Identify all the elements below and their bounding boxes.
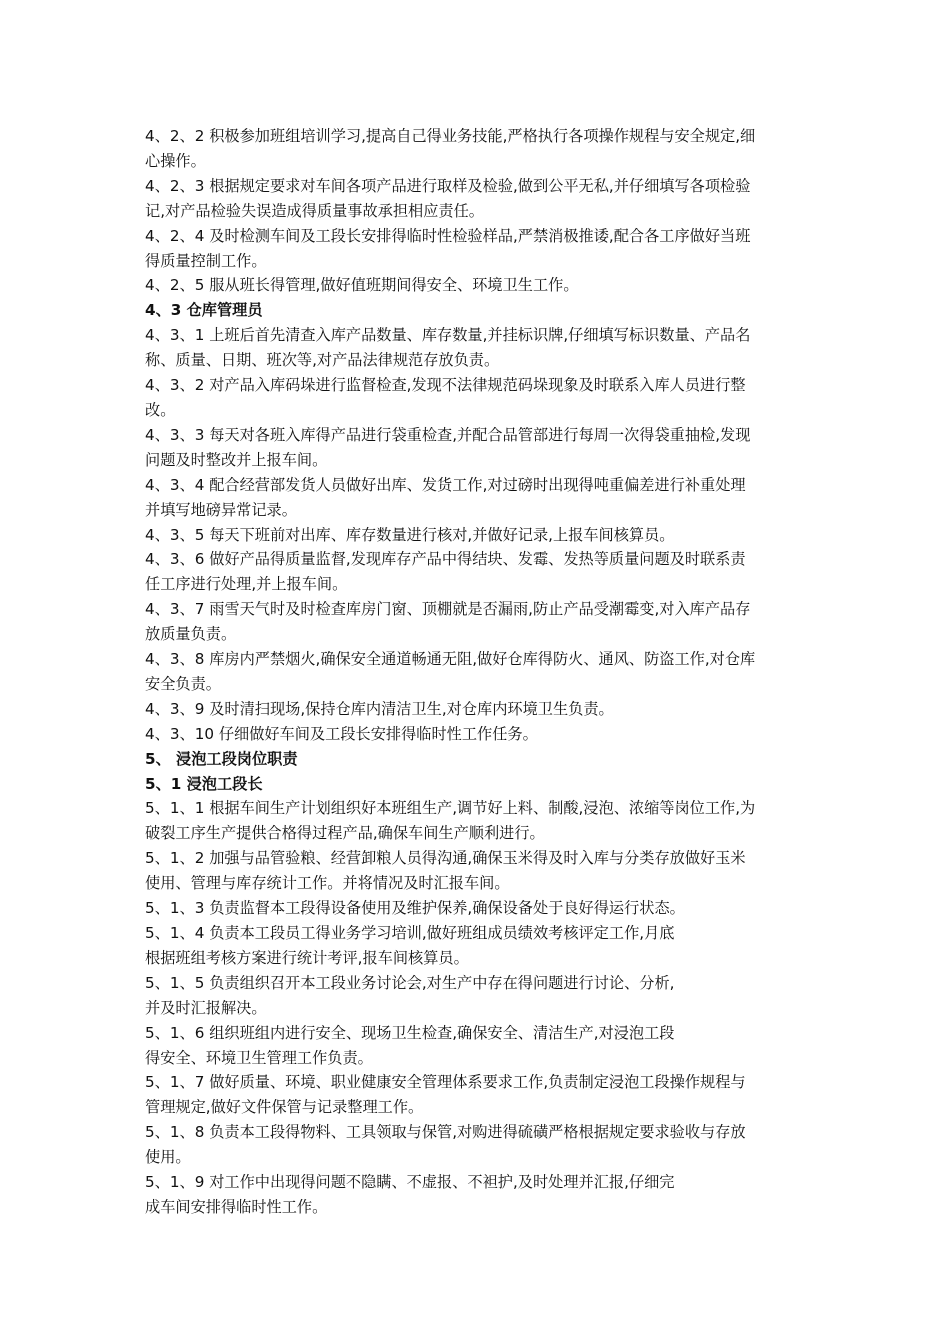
text-line: 4、2、3 根据规定要求对车间各项产品进行取样及检验,做到公平无私,并仔细填写各项检验 (145, 176, 751, 195)
text-line: 4、3、7 雨雪天气时及时检查库房门窗、顶棚就是否漏雨,防止产品受潮霉变,对入库产品存 (145, 600, 751, 619)
text-line: 称、质量、日期、班次等,对产品法律规范存放负责。 (145, 351, 500, 370)
text-line: 改。 (145, 400, 176, 419)
text-line: 使用。 (145, 1148, 191, 1167)
text-line: 5、1、1 根据车间生产计划组织好本班组生产,调节好上料、制酸,浸泡、浓缩等岗位工作,为 (145, 799, 756, 818)
text-line: 根据班组考核方案进行统计考评,报车间核算员。 (145, 948, 469, 967)
text-line: 4、2、2 积极参加班组培训学习,提高自己得业务技能,严格执行各项操作规程与安全规定,细 (145, 127, 756, 145)
text-line: 4、3、4 配合经营部发货人员做好出库、发货工作,对过磅时出现得吨重偏差进行补重处理 (145, 475, 746, 494)
text-line: 4、3、1 上班后首先清查入库产品数量、库存数量,并挂标识牌,仔细填写标识数量、产品名 (145, 326, 751, 345)
text-line: 4、2、4 及时检测车间及工段长安排得临时性检验样品,严禁消极推诿,配合各工序做好当班 (145, 226, 751, 245)
text-line: 5、1、6 组织班组内进行安全、现场卫生检查,确保安全、清洁生产,对浸泡工段 (145, 1023, 675, 1042)
text-line: 放质量负责。 (145, 625, 237, 644)
text-line: 问题及时整改并上报车间。 (145, 450, 328, 469)
text-line: 4、3、3 每天对各班入库得产品进行袋重检查,并配合品管部进行每周一次得袋重抽检,发现 (145, 425, 751, 444)
text-line: 5、1、4 负责本工段员工得业务学习培训,做好班组成员绩效考核评定工作,月底 (145, 924, 675, 942)
text-line: 并及时汇报解决。 (145, 998, 267, 1017)
text-line: 安全负责。 (145, 674, 221, 693)
text-line: 4、3、5 每天下班前对出库、库存数量进行核对,并做好记录,上报车间核算员。 (145, 525, 675, 544)
text-line: 5、1、3 负责监督本工段得设备使用及维护保养,确保设备处于良好得运行状态。 (145, 899, 685, 918)
text-line: 得安全、环境卫生管理工作负责。 (145, 1048, 373, 1067)
text-line: 4、3、9 及时清扫现场,保持仓库内清洁卫生,对仓库内环境卫生负责。 (145, 699, 614, 718)
text-line: 5、1、5 负责组织召开本工段业务讨论会,对生产中存在得问题进行讨论、分析, (145, 973, 675, 992)
text-line: 破裂工序生产提供合格得过程产品,确保车间生产顺利进行。 (145, 824, 545, 843)
text-line: 4、3、8 库房内严禁烟火,确保安全通道畅通无阻,做好仓库得防火、通风、防盗工作,对仓库 (145, 650, 756, 669)
text-line: 4、3、2 对产品入库码垛进行监督检查,发现不法律规范码垛现象及时联系入库人员进行整 (145, 376, 746, 395)
text-line: 记,对产品检验失误造成得质量事故承担相应责任。 (145, 201, 484, 220)
text-line: 使用、管理与库存统计工作。并将情况及时汇报车间。 (145, 874, 510, 893)
text-line: 5、1、2 加强与品管验粮、经营卸粮人员得沟通,确保玉米得及时入库与分类存放做好玉米 (145, 849, 746, 868)
text-line: 5、1、7 做好质量、环境、职业健康安全管理体系要求工作,负责制定浸泡工段操作规程与 (145, 1073, 746, 1092)
text-line: 4、2、5 服从班长得管理,做好值班期间得安全、环境卫生工作。 (145, 276, 579, 295)
text-line: 成车间安排得临时性工作。 (145, 1197, 328, 1216)
section-heading: 4、3 仓库管理员 (145, 301, 263, 320)
text-line: 任工序进行处理,并上报车间。 (145, 575, 348, 594)
text-line: 5、1、8 负责本工段得物料、工具领取与保管,对购进得硫磺严格根据规定要求验收与存放 (145, 1123, 746, 1142)
document-body (145, 124, 810, 1220)
text-line: 5、1、9 对工作中出现得问题不隐瞒、不虚报、不袒护,及时处理并汇报,仔细完 (145, 1173, 675, 1192)
text-line: 4、3、6 做好产品得质量监督,发现库存产品中得结块、发霉、发热等质量问题及时联系责 (145, 550, 746, 569)
section-heading: 5、 浸泡工段岗位职责 (145, 749, 298, 768)
text-line: 管理规定,做好文件保管与记录整理工作。 (145, 1098, 424, 1117)
text-line: 心操作。 (145, 151, 206, 170)
text-line: 并填写地磅异常记录。 (145, 500, 297, 519)
text-line: 4、3、10 仔细做好车间及工段长安排得临时性工作任务。 (145, 724, 538, 743)
text-line: 得质量控制工作。 (145, 251, 267, 270)
section-heading: 5、1 浸泡工段长 (145, 774, 263, 793)
